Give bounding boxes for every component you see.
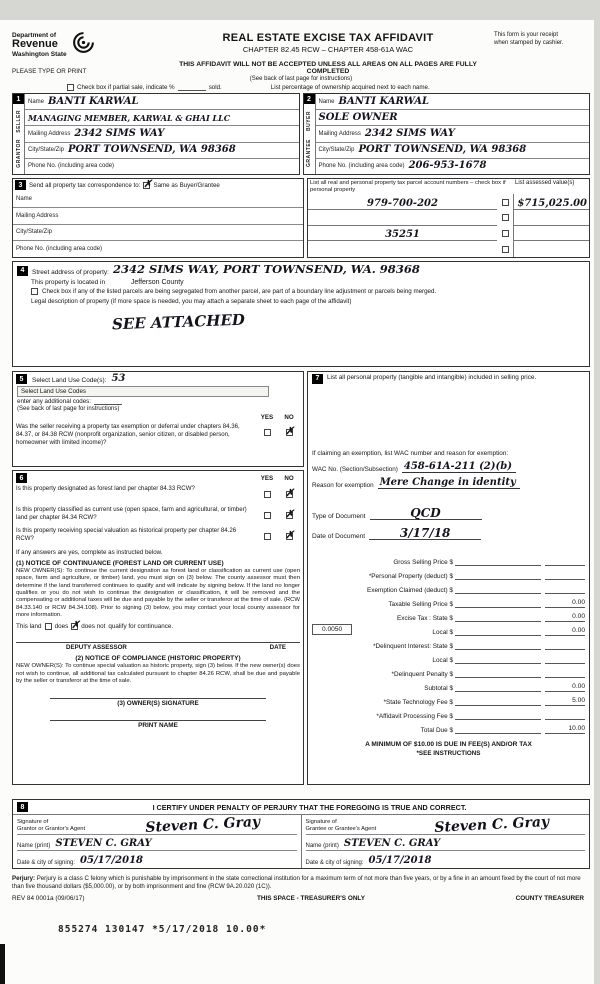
- exemption-claimed-label: Exemption Claimed (deduct) $: [367, 587, 453, 594]
- seller-name-label: Name: [28, 98, 45, 105]
- correspondence-mailing-field[interactable]: [13, 208, 303, 225]
- perjury-notice: [12, 875, 590, 891]
- county-treasurer-label: COUNTY TREASURER: [515, 895, 584, 903]
- buyer-name-value: BANTI KARWAL: [338, 95, 429, 107]
- located-in-label: This property is located in: [31, 278, 106, 286]
- grantor-vertical-label: GRANTOR: [15, 139, 22, 168]
- treasurer-space-label: THIS SPACE - TREASURER'S ONLY: [256, 895, 366, 903]
- current-use-question: Is this property classified as current use (open space, farm and agricultural, or timber) land per chapter 84.34 RCW?: [16, 506, 247, 521]
- land-use-section: [12, 371, 304, 467]
- see-back-note: (See back of last page for instructions): [249, 76, 353, 82]
- correspondence-name-label: Name: [16, 195, 33, 202]
- land-classification-section: [12, 470, 304, 785]
- parcel-numbers-header: List all real and personal property tax parcel account numbers – check box if personal property: [310, 180, 506, 193]
- street-address-value: 2342 SIMS WAY, PORT TOWNSEND, WA. 98368: [112, 262, 420, 276]
- grantee-vertical-label: GRANTEE: [306, 138, 312, 167]
- processing-fee-value: [545, 710, 585, 720]
- parcel-row-1: [308, 194, 589, 210]
- buyer-mailing-row: [316, 126, 590, 142]
- taxable-selling-price-row: [312, 594, 585, 608]
- seller-side-column: [13, 94, 25, 174]
- parcel-number-1: 979-700-202: [367, 197, 438, 209]
- historic-no-mark: ✗: [285, 530, 294, 542]
- same-as-buyer-checkbox[interactable]: [143, 178, 152, 190]
- same-as-buyer-check-mark: ✗: [143, 178, 152, 190]
- owners-signature-line[interactable]: (3) OWNER(S) SIGNATURE: [50, 698, 266, 707]
- partial-sale-checkbox[interactable]: [67, 84, 74, 91]
- grantor-signature-block: [13, 815, 301, 868]
- historic-question: Is this property receiving special valuation as historical property per chapter 84.26 RCW?: [16, 527, 237, 542]
- notice-compliance-text: NEW OWNER(S): To continue special valuation as historic property, sign (3) below. If the new owner(s) does not wish to continue, all additional tax calculated pursuant to chapter 84.26 RCW, shall be due and payable by the seller or transferor at the time of sale.: [16, 663, 300, 684]
- no-header-6: NO: [284, 474, 294, 482]
- form-title: REAL ESTATE EXCISE TAX AFFIDAVIT: [222, 32, 434, 44]
- segregated-label: Check box if any of the listed parcels are being segregated from another parcel, are part of a boundary line adjustment or parcels being merged.: [42, 287, 437, 295]
- title-block: [162, 30, 494, 54]
- current-use-no-mark: ✗: [285, 509, 294, 521]
- agency-block: [12, 30, 162, 60]
- if-yes-note: If any answers are yes, complete as instructed below.: [16, 549, 163, 556]
- gross-selling-price-field[interactable]: [455, 556, 541, 566]
- forest-land-question: Is this property designated as forest land per chapter 84.33 RCW?: [16, 485, 195, 492]
- seller-name-value: BANTI KARWAL: [48, 95, 139, 107]
- grantee-name-print-label: Name (print): [305, 843, 339, 849]
- send-correspondence-label: Send all property tax correspondence to:: [29, 181, 141, 189]
- partial-sale-label: Check box if partial sale, indicate %: [77, 84, 175, 91]
- processing-fee-row: [312, 706, 585, 720]
- section-1-badge: 1: [13, 94, 24, 104]
- revenue-swirl-logo-icon: [71, 30, 96, 60]
- buyer-title-value: SOLE OWNER: [318, 111, 398, 123]
- seller-city-row: [25, 143, 299, 159]
- exemption-reason-label: Reason for exemption: [312, 482, 374, 489]
- legal-description-value: SEE ATTACHED: [111, 310, 246, 333]
- gross-selling-price-label: Gross Selling Price $: [393, 559, 453, 566]
- exemption-claimed-row: [312, 580, 585, 594]
- seller-name-row: [25, 94, 299, 110]
- seller-exemption-yes-checkbox[interactable]: [264, 429, 271, 436]
- grantor-name-print-label: Name (print): [17, 843, 51, 849]
- delinquent-penalty-field[interactable]: [455, 668, 541, 678]
- see-back-note-5: (See back of last page for instructions): [17, 406, 120, 412]
- delinquent-interest-local-label: Local $: [432, 657, 453, 664]
- buyer-vertical-label: BUYER: [306, 111, 312, 132]
- grantee-name-print-value: STEVEN C. GRAY: [343, 838, 441, 849]
- delinquent-penalty-row: [312, 664, 585, 678]
- correspondence-city-label: City/State/Zip: [16, 229, 53, 236]
- buyer-city-row: [316, 143, 590, 159]
- perjury-text: Perjury is a class C felony which is punishable by imprisonment in the state correctional institution for a maximum term of not more than five years, or by a fine in an amount fixed by the court of not more than five thousand dollars ($5,000.00), or by both imprisonment and fine (RCW 9A.20.020 (1C)).: [12, 875, 581, 891]
- segregated-checkbox[interactable]: [31, 288, 38, 295]
- middle-columns: [12, 371, 590, 785]
- exemption-reason-value: Mere Change in identity: [378, 478, 520, 489]
- technology-fee-value: 5.00: [545, 696, 585, 706]
- subheader-row: [12, 61, 590, 75]
- seller-mailing-label: Mailing Address: [28, 131, 71, 137]
- grantee-sig-label-1: Signature of: [305, 818, 337, 825]
- washington-state-label: Washington State: [12, 50, 67, 58]
- form-revision-number: REV 84 0001a (09/06/17): [12, 895, 85, 903]
- continuance-choice-row: [16, 620, 300, 632]
- notice-continuance-text: NEW OWNER(S): To continue the current designation as forest land or classification as current use (open space, farm and agriculture, or timber) land, you must sign on (3) below. The county assessor must then determine if the land transferred continues to qualify and will indicate by signing below. If the land no longer qualifies or you do not wish to continue the designation or classification, it will be removed and the compensating or additional taxes will be due and payable by the seller or transferor at the time of sale. (RCW 84.33.140 or RCW 84.34.108). Prior to signing (3) below, you may contact your local county assessor for more information.: [16, 568, 300, 618]
- historic-no-checkbox[interactable]: [285, 530, 294, 542]
- grantor-sig-label-1: Signature of: [17, 818, 49, 825]
- see-instructions-note: *SEE INSTRUCTIONS: [416, 750, 481, 757]
- section-6-badge: 6: [16, 473, 27, 483]
- exemption-claim-label: If claiming an exemption, list WAC number and reason for exemption:: [312, 450, 509, 457]
- yes-header-6: YES: [260, 474, 274, 482]
- delinquent-interest-state-label: *Delinquent Interest: State $: [373, 643, 453, 650]
- buyer-name-label: Name: [318, 98, 335, 105]
- buyer-name-row: [316, 94, 590, 110]
- department-of-label: Department of: [12, 32, 57, 40]
- historic-question-row: [16, 527, 300, 546]
- form-footer: [12, 895, 590, 902]
- this-land-label: This land: [16, 623, 42, 631]
- assessor-date-label: DATE: [269, 644, 286, 652]
- personal-property-checkbox-2[interactable]: [502, 214, 509, 221]
- total-due-label: Total Due $: [420, 727, 453, 734]
- parties-row: [12, 93, 590, 175]
- form-chapter: CHAPTER 82.45 RCW – CHAPTER 458-61A WAC: [242, 45, 414, 54]
- grantor-date-label: Date & city of signing:: [17, 860, 76, 866]
- land-use-label: Select Land Use Code(s):: [32, 377, 107, 384]
- subtotal-label: Subtotal $: [424, 685, 453, 692]
- tax-correspondence-section: [12, 178, 304, 258]
- section-7-badge: 7: [312, 374, 323, 384]
- forest-land-question-row: [16, 485, 300, 504]
- receipt-note-line1: This form is your receipt: [494, 32, 559, 38]
- total-due-value: 10.00: [545, 724, 585, 734]
- parcel-row-4: [308, 241, 589, 257]
- grantee-sig-label-2: Grantee or Grantee's Agent: [305, 825, 377, 832]
- sold-label: sold.: [208, 84, 222, 91]
- scan-artifact-notch: [0, 944, 5, 984]
- excise-local-value: 0.00: [545, 626, 585, 636]
- type-of-document-label: Type of Document: [312, 513, 366, 520]
- seller-city-label: City/State/Zip: [28, 147, 65, 154]
- partial-sale-row: [12, 84, 590, 91]
- taxable-selling-price-field[interactable]: [455, 598, 541, 608]
- grantee-date-value: 05/17/2018: [368, 855, 432, 866]
- subtotal-row: [312, 678, 585, 692]
- delinquent-interest-local-row: [312, 650, 585, 664]
- excise-local-field[interactable]: [455, 626, 541, 636]
- scan-artifact-right: [594, 0, 600, 984]
- current-use-question-row: [16, 506, 300, 525]
- exemption-question-row: [16, 423, 300, 446]
- subtotal-field[interactable]: [455, 682, 541, 692]
- date-of-document-field[interactable]: [369, 527, 481, 540]
- cashier-receipt-stamp: 855274 130147 *5/17/2018 10.00*: [58, 924, 267, 936]
- technology-fee-row: [312, 692, 585, 706]
- no-header-5: NO: [284, 414, 294, 421]
- parcel-row-2: [308, 210, 589, 226]
- revenue-label: Revenue: [12, 38, 58, 51]
- technology-fee-field[interactable]: [455, 696, 541, 706]
- personal-property-deduct-label: *Personal Property (deduct) $: [368, 573, 453, 580]
- excise-state-value: 0.00: [545, 612, 585, 622]
- grantee-date-label: Date & city of signing:: [305, 860, 364, 866]
- grantee-signature[interactable]: Steven C. Gray: [433, 814, 549, 836]
- type-of-document-field[interactable]: [370, 507, 482, 520]
- continuance-does-not-checkbox[interactable]: [71, 620, 80, 632]
- deputy-assessor-line: [16, 642, 300, 651]
- seller-name-row-2: [25, 110, 299, 126]
- excise-local-row: [312, 622, 585, 636]
- certification-section: [12, 799, 590, 869]
- assessed-values-header: List assessed value(s): [515, 180, 575, 186]
- forest-land-no-mark: ✗: [285, 488, 294, 500]
- excise-local-label: Local $: [432, 629, 453, 636]
- parcel-row-3: [308, 226, 589, 242]
- type-of-document-value: QCD: [410, 506, 441, 520]
- acceptance-warning: THIS AFFIDAVIT WILL NOT BE ACCEPTED UNLESS ALL AREAS ON ALL PAGES ARE FULLY COMPLETED: [179, 61, 477, 75]
- delinquent-penalty-value: [545, 668, 585, 678]
- buyer-city-label: City/State/Zip: [318, 147, 355, 154]
- street-address-label: Street address of property:: [32, 268, 109, 276]
- print-name-line[interactable]: PRINT NAME: [50, 720, 266, 729]
- qualify-label: qualify for continuance.: [108, 623, 174, 631]
- gross-selling-price-row: [312, 552, 585, 566]
- correspondence-city-field[interactable]: [13, 225, 303, 242]
- delinquent-interest-state-value: [545, 640, 585, 650]
- buyer-section: [303, 93, 591, 175]
- taxable-selling-price-value: 0.00: [545, 598, 585, 608]
- grantor-name-print-value: STEVEN C. GRAY: [55, 838, 152, 849]
- seller-mailing-value: 2342 SIMS WAY: [74, 128, 165, 139]
- same-as-buyer-label: Same as Buyer/Grantee: [153, 181, 220, 189]
- total-due-field[interactable]: [455, 724, 541, 734]
- grantee-signature-block: [301, 815, 590, 868]
- current-use-yes-checkbox[interactable]: [264, 512, 271, 519]
- deputy-assessor-label: DEPUTY ASSESSOR: [66, 644, 127, 652]
- local-rate-box: 0.0050: [312, 624, 352, 635]
- does-not-label: does not: [81, 623, 106, 631]
- exemption-no-mark: ✗: [285, 426, 294, 438]
- forest-land-no-checkbox[interactable]: [285, 488, 294, 500]
- land-use-value: 53: [111, 373, 126, 384]
- grantor-sig-label-2: Grantor or Grantor's Agent: [17, 825, 86, 832]
- date-of-document-value: 3/17/18: [399, 526, 451, 540]
- section-2-badge: 2: [304, 94, 315, 104]
- additional-codes-label: enter any additional codes:: [17, 398, 91, 405]
- buyer-mailing-value: 2342 SIMS WAY: [364, 128, 455, 139]
- buyer-city-value: PORT TOWNSEND, WA 98368: [358, 144, 527, 156]
- buyer-phone-row: [316, 159, 590, 174]
- does-not-mark: ✗: [71, 620, 80, 632]
- correspondence-phone-field[interactable]: [13, 241, 303, 257]
- minimum-due-note: A MINIMUM OF $10.00 IS DUE IN FEE(S) AND/OR TAX: [365, 741, 532, 748]
- legal-description-label: Legal description of property (if more space is needed, you may attach a separate sheet to each page of the affidavit): [31, 297, 352, 305]
- total-due-row: [312, 720, 585, 734]
- section-3-badge: 3: [15, 180, 26, 190]
- please-type-label: PLEASE TYPE OR PRINT: [12, 68, 87, 75]
- delinquent-interest-state-field[interactable]: [455, 640, 541, 650]
- subtotal-value: 0.00: [545, 682, 585, 692]
- certify-statement: I CERTIFY UNDER PENALTY OF PERJURY THAT THE FOREGOING IS TRUE AND CORRECT.: [152, 802, 467, 812]
- forest-land-yes-checkbox[interactable]: [264, 491, 271, 498]
- buyer-phone-label: Phone No. (including area code): [318, 163, 405, 170]
- seller-phone-row[interactable]: [25, 159, 299, 174]
- located-county-value: Jefferson County: [130, 278, 184, 286]
- additional-codes-field[interactable]: [94, 399, 122, 405]
- seller-phone-label: Phone No. (including area code): [28, 163, 115, 170]
- does-label: does: [54, 623, 69, 631]
- delinquent-penalty-label: *Delinquent Penalty $: [391, 671, 453, 678]
- assessed-value-1: $715,025.00: [517, 197, 587, 209]
- buyer-phone-value: 206-953-1678: [408, 160, 487, 172]
- correspondence-phone-label: Phone No. (including area code): [16, 246, 103, 253]
- historic-yes-checkbox[interactable]: [264, 533, 271, 540]
- wac-number-label: WAC No. (Section/Subsection): [312, 466, 398, 473]
- seller-city-value: PORT TOWNSEND, WA 98368: [68, 144, 236, 156]
- parcel-number-3: 35251: [385, 229, 420, 241]
- continuance-does-checkbox[interactable]: [45, 623, 52, 630]
- grantor-date-value: 05/17/2018: [80, 855, 143, 866]
- seller-exemption-no-checkbox[interactable]: [285, 426, 294, 438]
- section-3-row: [12, 178, 590, 258]
- agency-text: [12, 32, 67, 58]
- receipt-note-line2: when stamped by cashier.: [494, 39, 564, 46]
- form-header: [12, 30, 590, 60]
- section-4-badge: 4: [17, 266, 28, 276]
- seller-vertical-label: SELLER: [15, 110, 22, 133]
- personal-property-deduct-value: [545, 570, 585, 580]
- personal-property-checkbox-1[interactable]: [502, 199, 509, 206]
- personal-property-deduct-row: [312, 566, 585, 580]
- personal-property-checkbox-4[interactable]: [502, 246, 509, 253]
- taxable-selling-price-label: Taxable Selling Price $: [388, 601, 453, 608]
- exemption-claimed-field[interactable]: [455, 584, 541, 594]
- grantor-signature[interactable]: Steven C. Gray: [145, 814, 261, 836]
- processing-fee-label: *Affidavit Processing Fee $: [376, 713, 453, 720]
- partial-sale-percent-field[interactable]: [178, 85, 206, 91]
- property-address-section: [12, 261, 590, 367]
- personal-property-checkbox-3[interactable]: [502, 230, 509, 237]
- correspondence-name-field[interactable]: [13, 191, 303, 208]
- yes-header-5: YES: [260, 414, 274, 421]
- exemption-question: Was the seller receiving a property tax exemption or deferral under chapters 84.36, 84.37, or 84.38 RCW (nonprofit organization, senior citizen, or disabled person, homeowner with limited income)?: [16, 423, 240, 446]
- exemption-claimed-value: [545, 584, 585, 594]
- personal-property-deduct-field[interactable]: [455, 570, 541, 580]
- tax-computation-table: [312, 552, 585, 734]
- buyer-side-column: [304, 94, 316, 174]
- ownership-note: List percentage of ownership acquired next to each name.: [270, 84, 430, 91]
- personal-property-blank-area[interactable]: [312, 384, 585, 450]
- excise-state-field[interactable]: [455, 612, 541, 622]
- wac-number-value: 458-61A-211 (2)(b): [402, 462, 516, 473]
- processing-fee-field[interactable]: [455, 710, 541, 720]
- seller-mailing-row: [25, 126, 299, 142]
- tax-computation-section: [307, 371, 590, 785]
- perjury-bold: Perjury:: [12, 875, 36, 882]
- delinquent-interest-local-field[interactable]: [455, 654, 541, 664]
- parcel-numbers-section: [307, 178, 590, 258]
- technology-fee-label: *State Technology Fee $: [383, 699, 453, 706]
- buyer-name-row-2: [316, 110, 590, 126]
- seller-section: [12, 93, 300, 175]
- excise-state-label: Excise Tax : State $: [396, 615, 453, 622]
- delinquent-interest-state-row: [312, 636, 585, 650]
- personal-property-label: List all personal property (tangible and intangible) included in selling price.: [327, 374, 537, 381]
- scan-artifact-top: [0, 0, 600, 20]
- gross-selling-price-value: [545, 556, 585, 566]
- current-use-no-checkbox[interactable]: [285, 509, 294, 521]
- notice-compliance-title: (2) NOTICE OF COMPLIANCE (HISTORIC PROPERTY): [75, 655, 241, 663]
- receipt-note: [494, 30, 590, 48]
- excise-state-row: [312, 608, 585, 622]
- date-of-document-label: Date of Document: [312, 533, 366, 540]
- delinquent-interest-local-value: [545, 654, 585, 664]
- correspondence-mailing-label: Mailing Address: [16, 212, 59, 219]
- section-8-badge: 8: [17, 802, 28, 812]
- seller-title-value: MANAGING MEMBER, KARWAL & GHAI LLC: [28, 112, 231, 123]
- notice-continuance-title: (1) NOTICE OF CONTINUANCE (FOREST LAND OR CURRENT USE): [16, 560, 224, 567]
- buyer-mailing-label: Mailing Address: [318, 131, 361, 137]
- section-5-badge: 5: [16, 374, 27, 384]
- land-use-select[interactable]: Select Land Use Codes: [17, 386, 269, 397]
